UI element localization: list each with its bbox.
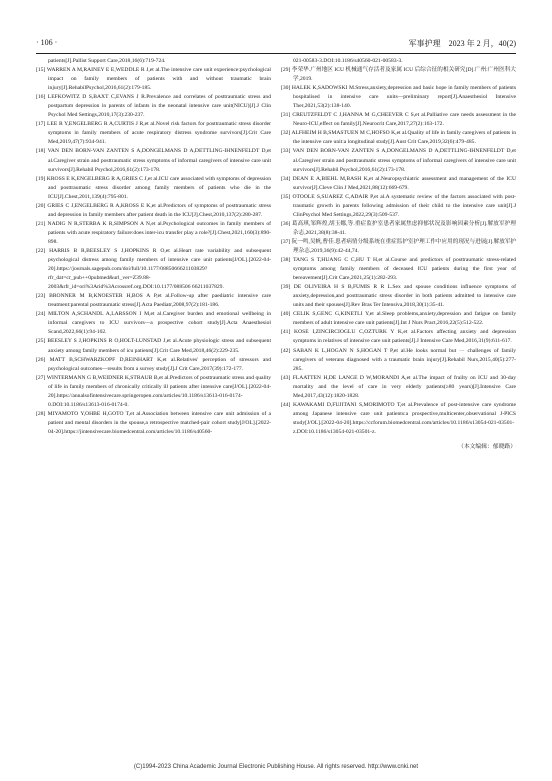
reference-text: KOSE I,ZINCIRCIOGLU C,OZTURK Y K,et al.Factors affecting anxiety and depression symptoms in relatives of intensive care unit patients[J].J Intensive Care Med,2016,31(9):611-617. — [293, 329, 516, 345]
reference-number: [43] — [281, 374, 293, 381]
reference-entry — [36, 66, 271, 93]
reference-entry — [281, 66, 516, 84]
journal-info: 军事护理 2023 年 2 月，40(2) — [408, 39, 516, 48]
reference-text: LEE R Y,ENGELBERG R A,CURTIS J R,et al.Novel risk factors for posttraumatic stress disorder symptoms in family members of acute respiratory distress syndrome survivors[J].Crit Care Med,2019,47(7):934-941. — [47, 121, 271, 146]
reference-entry — [281, 401, 516, 437]
reference-entry — [281, 84, 516, 111]
reference-entry — [36, 337, 271, 355]
reference-number: [40] — [281, 311, 294, 318]
reference-entry — [36, 120, 271, 147]
reference-number: [23] — [36, 293, 50, 300]
reference-number: [20] — [36, 202, 48, 209]
reference-entry — [36, 247, 271, 292]
reference-number: [22] — [36, 247, 50, 254]
reference-text: MATT B,SCHWARZKOPF D,REINHART K,et al.Relatives' perception of stressors and psychological outcomes—results from a survey study[J].J Crit Care,2017(39):172-177. — [48, 356, 272, 372]
reference-text: VAN DEN BORN-VAN ZANTEN S A,DONGELMANS D A,DETTLING-IHNENFELDT D,et al.Caregiver strain and posttraumatic stress symptoms of informal caregivers of intensive care unit survivors[J].Rehabil Psychol,2016,61(2):173-178. — [47, 148, 271, 173]
reference-number: [35] — [281, 193, 293, 200]
reference-entry — [36, 57, 271, 66]
header-rule — [36, 53, 516, 54]
reference-entry — [281, 57, 516, 66]
reference-entry — [36, 175, 271, 202]
reference-number: [30] — [281, 85, 292, 92]
reference-number: [39] — [281, 284, 294, 291]
reference-entry — [281, 129, 516, 147]
reference-number: [18] — [36, 148, 48, 155]
reference-entry — [281, 374, 516, 401]
reference-number: [27] — [36, 374, 47, 381]
reference-entry — [36, 410, 271, 437]
reference-number: [25] — [36, 338, 48, 345]
reference-text: 葛高琪,邹辉煌,胡玉娜,等.重症监护室患者家属焦虑抑郁状况及影响因素分析[J].解放军护理杂志,2021,38(8):38-41. — [291, 220, 516, 236]
reference-text: BRONNER M B,KNOESTER H,BOS A P,et al.Follow-up after paediatric intensive care treatment:parental posttraumatic stress[J].Acta Paediatr,2008,97(2):181-186. — [48, 293, 271, 309]
left-column — [36, 57, 271, 437]
reference-number: [37] — [281, 238, 292, 245]
reference-text: HALEK K,SADOWSKI M.Stress,anxiety,depression and basic hope in family members of patients hospitalised in intensive care units—preliminary report[J].Anaesthesiol Intensive Ther,2021,53(2):138-140. — [291, 85, 516, 110]
reference-text: BEESLEY S J,HOPKINS R O,HOLT-LUNSTAD J,et al.Acute physiologic stress and subsequent anxiety among family members of icu patients[J].Crit Care Med,2018,46(2):229-235. — [47, 338, 272, 354]
reference-number: [26] — [36, 356, 50, 363]
reference-text: 阮一鸣,吴帆,曹佳.患者病情分级系统在重症监护室护理工作中应用的现况与进展[J].解放军护理杂志,2019,36(9):42-44,74. — [291, 238, 517, 254]
reference-number: [32] — [281, 130, 292, 137]
reference-text: NADIG N R,STERBA K R,SIMPSON A N,et al.Psychological outcomes in family members of patients with acute respiratory failure:does inter-icu transfer play a role?[J].Chest,2021,160(3):890-898. — [47, 220, 272, 245]
reference-text: ALFHEIM H B,SMASTUEN M C,HOFSO K,et al.Quality of life in family caregivers of patients in the intensive care unit:a longitudinal study[J].Aust Crit Care,2019,32(6):479-485. — [291, 130, 516, 146]
copyright-footer: (C)1994-2023 China Academic Journal Electronic Publishing House. All rights reserved. http://www.cnki.net — [133, 764, 419, 770]
reference-entry — [36, 93, 271, 120]
reference-number: [24] — [36, 311, 49, 318]
reference-entry — [36, 292, 271, 310]
reference-entry — [36, 220, 271, 247]
reference-entry — [281, 328, 516, 346]
reference-text: OTOOLE S,SUAREZ C,ADAIR P,et al.A systematic review of the factors associated with post-traumatic growth in parents following admission of their child to the intensive care unit[J].J ClinPsychol Med Settings,2022,29(3):509-537. — [292, 193, 517, 218]
reference-number: [16] — [36, 94, 48, 101]
reference-text: 李荣华.广州地区 ICU 机械通气存活者及家属 ICU 后综合征的相关研究[D].广州:广州医科大学,2019. — [291, 67, 517, 83]
reference-number: [44] — [281, 401, 293, 408]
reference-text: LEFKOWITZ D S,BAXT C,EVANS J R.Prevalence and correlates of posttraumatic stress and postpartum depression in parents of infants in the neonatal intensive care unit(NICU)[J].J Clin Psychol Med Settings,2010,17(3):230-237. — [47, 94, 271, 119]
reference-entry — [281, 238, 516, 256]
reference-text: GRIES C J,ENGELBERG R A,KROSS E K,et al.Predictors of symptoms of posttraumatic stress and depression in family members after patient death in the ICU[J].Chest,2010,137(2):280-287. — [47, 202, 272, 218]
reference-text: CREUTZFELDT C J,HANNA M G,CHEEVER C S,et al.Palliative care needs assessment in the Neuro-ICU,effect on family[J].Neurocrit Care,2017,27(2):163-172. — [292, 112, 516, 128]
reference-text: MILTON A,SCHANDL A,LARSSON I M,et al.Caregiver burden and emotional wellbeing in informal caregivers to ICU survivors—a prospective cohort study[J].Acta Anaesthesiol Scand,2022,66(1):94-102. — [48, 311, 271, 336]
reference-text: TANG S T,HUANG C C,HU T H,et al.Course and predictors of posttraumatic stress-related symptoms among family members of deceased ICU patients during the first year of bereavement[J].Crit Care,2021,25(1):282-293. — [293, 257, 516, 282]
reference-entry — [36, 310, 271, 337]
page-header — [36, 38, 516, 52]
reference-entry — [281, 310, 516, 328]
reference-number: [42] — [281, 347, 294, 354]
reference-number: [15] — [36, 67, 47, 74]
reference-text: WARREN A M,RAINEY E E,WEDDLE R J,et al.The intensive care unit experience:psychological impact on family members of patients with and without traumatic brain injury[J].RehabilPsychol,2016,61(2):179-185. — [46, 67, 271, 92]
reference-entry — [281, 220, 516, 238]
reference-entry — [281, 175, 516, 193]
reference-number: [29] — [281, 67, 292, 74]
reference-entry — [281, 347, 516, 374]
reference-entry — [36, 356, 271, 374]
reference-entry — [281, 111, 516, 129]
reference-text: HARRIS B R,BEESLEY S J,HOPKINS R O,et al.Heart rate variability and subsequent psychological distress among family members of intensive care unit patients[J/OL].[2022-04-20].https://journals.sagepub.com/doi/full/10.1177/0885066621103829?rfr_dat=cr_pub++0pubmed&url_ver=Z39.88-2003&rfr_id=ori%3Arid%3Acrossref.org.DOI:10.1177/088506 66211037829. — [48, 247, 271, 291]
reference-number: [31] — [281, 112, 293, 119]
reference-entry — [36, 202, 271, 220]
reference-text: SABAN K L,HOGAN N S,HOGAN T P,et al.He looks normal but ··· challenges of family caregivers of veterans diagnosed with a traumatic brain injury[J].Rehabil Nurs,2015,40(5):277-285. — [293, 347, 516, 372]
reference-entry — [281, 193, 516, 220]
reference-entry — [281, 256, 516, 283]
reference-text: patients[J].Pallist Support Care,2018,16(6):719-724. — [48, 58, 166, 64]
reference-text: KAWAKAMI D,FUJITANI S,MORIMOTO T,et al.Prevalence of post-intensive care syndrome among Japanese intensive care unit patients:a prospective,multicenter,observational J-PICS study[J/OL].[2022-04-20].https://ccforum.biomedcentral.com/articles/10.1186/s13054-021-03501-z.DOI:10.1186/s13054-021-03501-z. — [292, 401, 516, 435]
reference-text: VAN DEN BORN-VAN ZANTEN S A,DONGELMANS D A,DETTLING-IHNENFELDT D,et al.Caregiver strain and posttraumatic stress symptoms of informal caregivers of intensive care unit survivors[J].Rehabil Psychol,2016,61(2):173-178. — [292, 148, 516, 173]
reference-text: MIYAMOTO Y,OHBE H,GOTO T,et al.Association between intensive care unit admission of a patient and mental disorders in the spouse,a retrospective matched-pair cohort study[J/OL].[2022-04-20].https://jintensivecare.biomedcentral.com/articles/10.1186/s40560- — [47, 410, 272, 435]
reference-text: 021-00583-3.DOI:10.1186/s40560-021-00583-3. — [293, 58, 403, 64]
page-number: · 106 · — [36, 38, 58, 47]
reference-text: DE OLIVEIRA H S B,FUMIS R R L.Sex and spouse conditions influence symptoms of anxiety,depression,and posttraumatic stress disorder in both patients admitted to intensive care units and their spouses[J].Rev Bras Ter Intensiva,2018,30(1):35-41. — [293, 284, 516, 309]
reference-number: [19] — [36, 175, 47, 182]
reference-number: [21] — [36, 220, 48, 227]
reference-number: [38] — [281, 257, 294, 264]
reference-entry — [36, 147, 271, 174]
reference-number: [17] — [36, 121, 48, 128]
reference-number: [41] — [281, 329, 295, 336]
reference-number: [34] — [281, 175, 293, 182]
reference-number: [33] — [281, 148, 293, 155]
reference-number: [28] — [36, 410, 48, 417]
reference-entry — [281, 283, 516, 310]
reference-text: KROSS E K,ENGELBERG R A,GRIES C J,et al.ICU care associated with symptoms of depression and posttraumatic stress disorder among family members of patients who die in the ICU[J].Chest,2011,139(4):795-801. — [46, 175, 272, 200]
reference-text: CELIK S,GENC G,KINETLI Y,et al.Sleep problems,anxiety,depression and fatigue on family members of adult intensive care unit patients[J].Int J Nurs Pract,2016,22(5):512-522. — [293, 311, 517, 327]
reference-entry — [36, 374, 271, 410]
reference-number: [36] — [281, 220, 292, 227]
reference-text: WINTERMANN G B,WEIDNER K,STRAUB B,et al.Predictors of posttraumatic stress and quality of life in family members of chronically critically ill patients after intensive care[J/OL].[2022-04-20].https://annalsofintensivecare.springeropen.com/articles/10.1186/s13613-016-0174-0.DOI:10.1186/s13613-016-0174-0. — [46, 374, 272, 408]
reference-text: DEAN E A,BIEHL M,BASH K,et al.Neuropsychiatric assessment and management of the ICU survivor[J].Cleve Clin J Med,2021,88(12):669-679. — [292, 175, 516, 191]
reference-text: FLAATTEN H,DE LANGE D W,MORANDI A,et al.The impact of frailty on ICU and 30-day mortality and the level of care in very elderly patients(≥80 years)[J].Intensive Care Med,2017,43(12):1820-1828. — [292, 374, 516, 399]
editor-note: （本文编辑：郁晓路） — [458, 443, 516, 450]
reference-entry — [281, 147, 516, 174]
right-column — [281, 57, 516, 450]
